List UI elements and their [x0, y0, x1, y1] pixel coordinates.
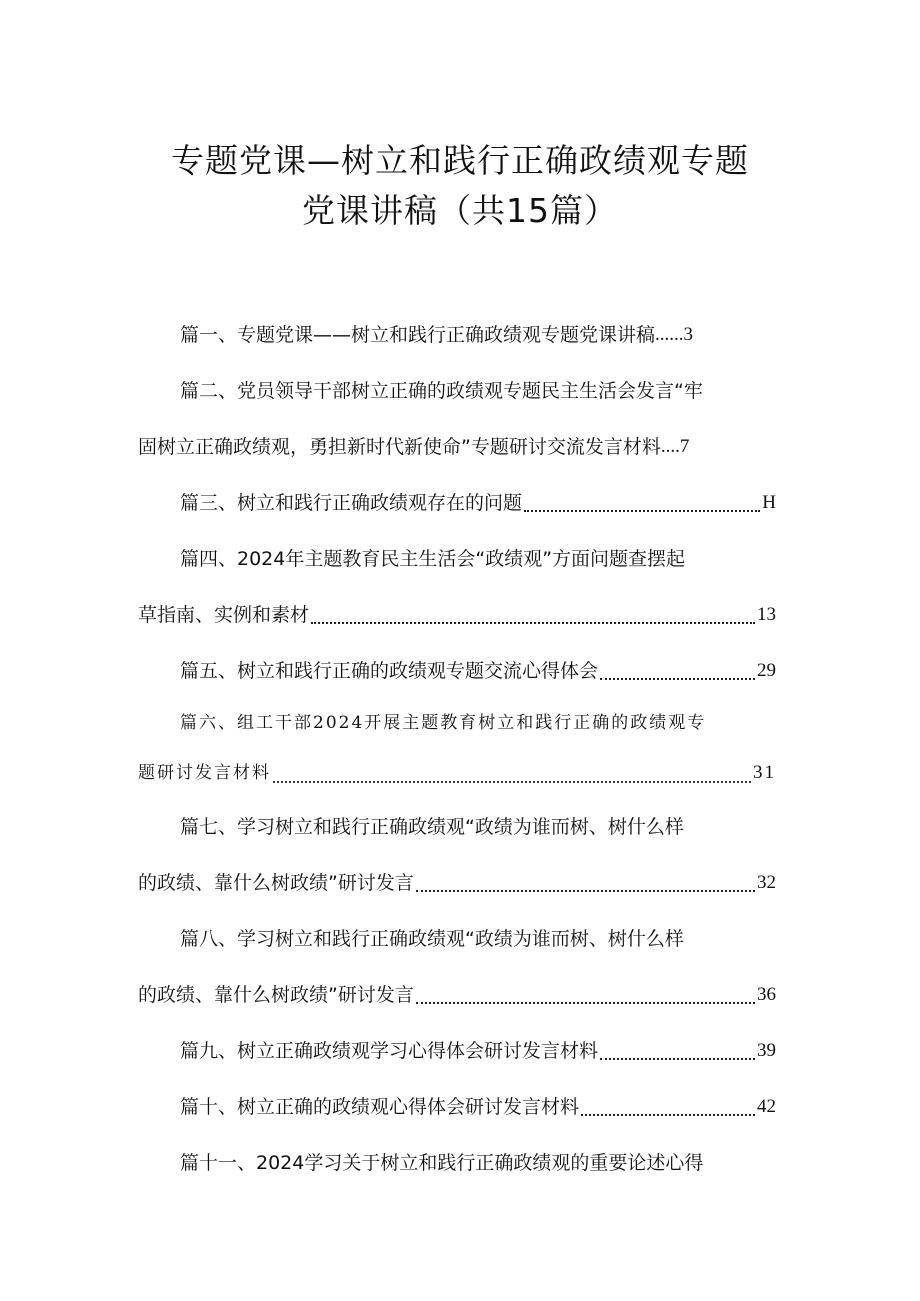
toc-entry-text: 的政绩、靠什么树政绩”研讨发言	[138, 872, 414, 894]
toc-entry-page: 29	[757, 660, 776, 681]
toc-entry-page: 39	[757, 1040, 776, 1061]
toc-entry-text: 篇九、树立正确政绩观学习心得体会研讨发言材料	[180, 1040, 599, 1062]
toc-entry-text: 题研讨发言材料	[138, 763, 271, 783]
toc-entry-text: 篇三、树立和践行正确政绩观存在的问题	[180, 492, 523, 514]
toc-entry-text: 篇一、专题党课——树立和践行正确政绩观专题党课讲稿	[180, 324, 656, 346]
toc-leader-dots	[600, 670, 755, 680]
toc-entry-text: 的政绩、靠什么树政绩”研讨发言	[138, 984, 414, 1006]
toc-entry-8[interactable]	[180, 926, 684, 952]
toc-leader-dots	[600, 1050, 755, 1060]
toc-entry-5[interactable]	[180, 658, 776, 684]
toc-entry-10[interactable]	[180, 1094, 776, 1120]
toc-leader-dots	[311, 614, 755, 624]
toc-entry-page: H	[762, 492, 776, 513]
toc-entry-page: 32	[757, 872, 776, 893]
toc-entry-7-continued[interactable]	[138, 870, 776, 896]
toc-entry-3[interactable]	[180, 490, 776, 516]
toc-entry-page: 36	[757, 984, 776, 1005]
toc-entry-text: 篇十一、2024学习关于树立和践行正确政绩观的重要论述心得	[180, 1152, 704, 1174]
toc-leader-dots	[416, 994, 755, 1004]
toc-entry-4-continued[interactable]	[138, 602, 776, 628]
toc-entry-text: 篇二、党员领导干部树立正确的政绩观专题民主生活会发言“牢	[180, 380, 703, 402]
toc-leader-dots	[581, 1106, 755, 1116]
toc-entry-page: ......3	[655, 324, 694, 345]
toc-entry-page: 31	[753, 762, 776, 783]
toc-leader-dots	[524, 502, 760, 512]
toc-entry-page: ....7	[660, 436, 690, 457]
document-title-line-2: 党课讲稿（共15篇）	[302, 191, 618, 230]
toc-entry-text: 篇十、树立正确的政绩观心得体会研讨发言材料	[180, 1096, 580, 1118]
toc-entry-2-continued[interactable]	[138, 434, 689, 460]
toc-entry-8-continued[interactable]	[138, 982, 776, 1008]
toc-entry-text: 草指南、实例和素材	[138, 604, 310, 626]
toc-entry-7[interactable]	[180, 814, 684, 840]
toc-leader-dots	[273, 773, 751, 783]
toc-entry-4[interactable]	[180, 546, 685, 572]
toc-entry-page: 13	[757, 604, 776, 625]
toc-entry-text: 篇七、学习树立和践行正确政绩观“政绩为谁而树、树什么样	[180, 816, 684, 838]
toc-leader-dots	[416, 882, 755, 892]
toc-entry-9[interactable]	[180, 1038, 776, 1064]
toc-entry-2[interactable]	[180, 378, 703, 404]
document-title-line-1: 专题党课—树立和践行正确政绩观专题	[171, 141, 749, 180]
toc-entry-text: 篇四、2024年主题教育民主生活会“政绩观”方面问题查摆起	[180, 548, 686, 570]
toc-entry-text: 篇五、树立和践行正确的政绩观专题交流心得体会	[180, 660, 599, 682]
toc-entry-page: 42	[757, 1096, 776, 1117]
toc-entry-11[interactable]	[180, 1150, 703, 1176]
toc-entry-text: 篇六、组工干部2024开展主题教育树立和践行正确的政绩观专	[180, 713, 707, 733]
toc-entry-text: 固树立正确政绩观，勇担新时代新使命”专题研讨交流发言材料	[138, 436, 661, 458]
toc-entry-6-continued[interactable]	[138, 760, 776, 786]
toc-entry-text: 篇八、学习树立和践行正确政绩观“政绩为谁而树、树什么样	[180, 928, 684, 950]
toc-entry-6[interactable]	[180, 710, 706, 736]
toc-entry-1[interactable]	[180, 322, 693, 348]
